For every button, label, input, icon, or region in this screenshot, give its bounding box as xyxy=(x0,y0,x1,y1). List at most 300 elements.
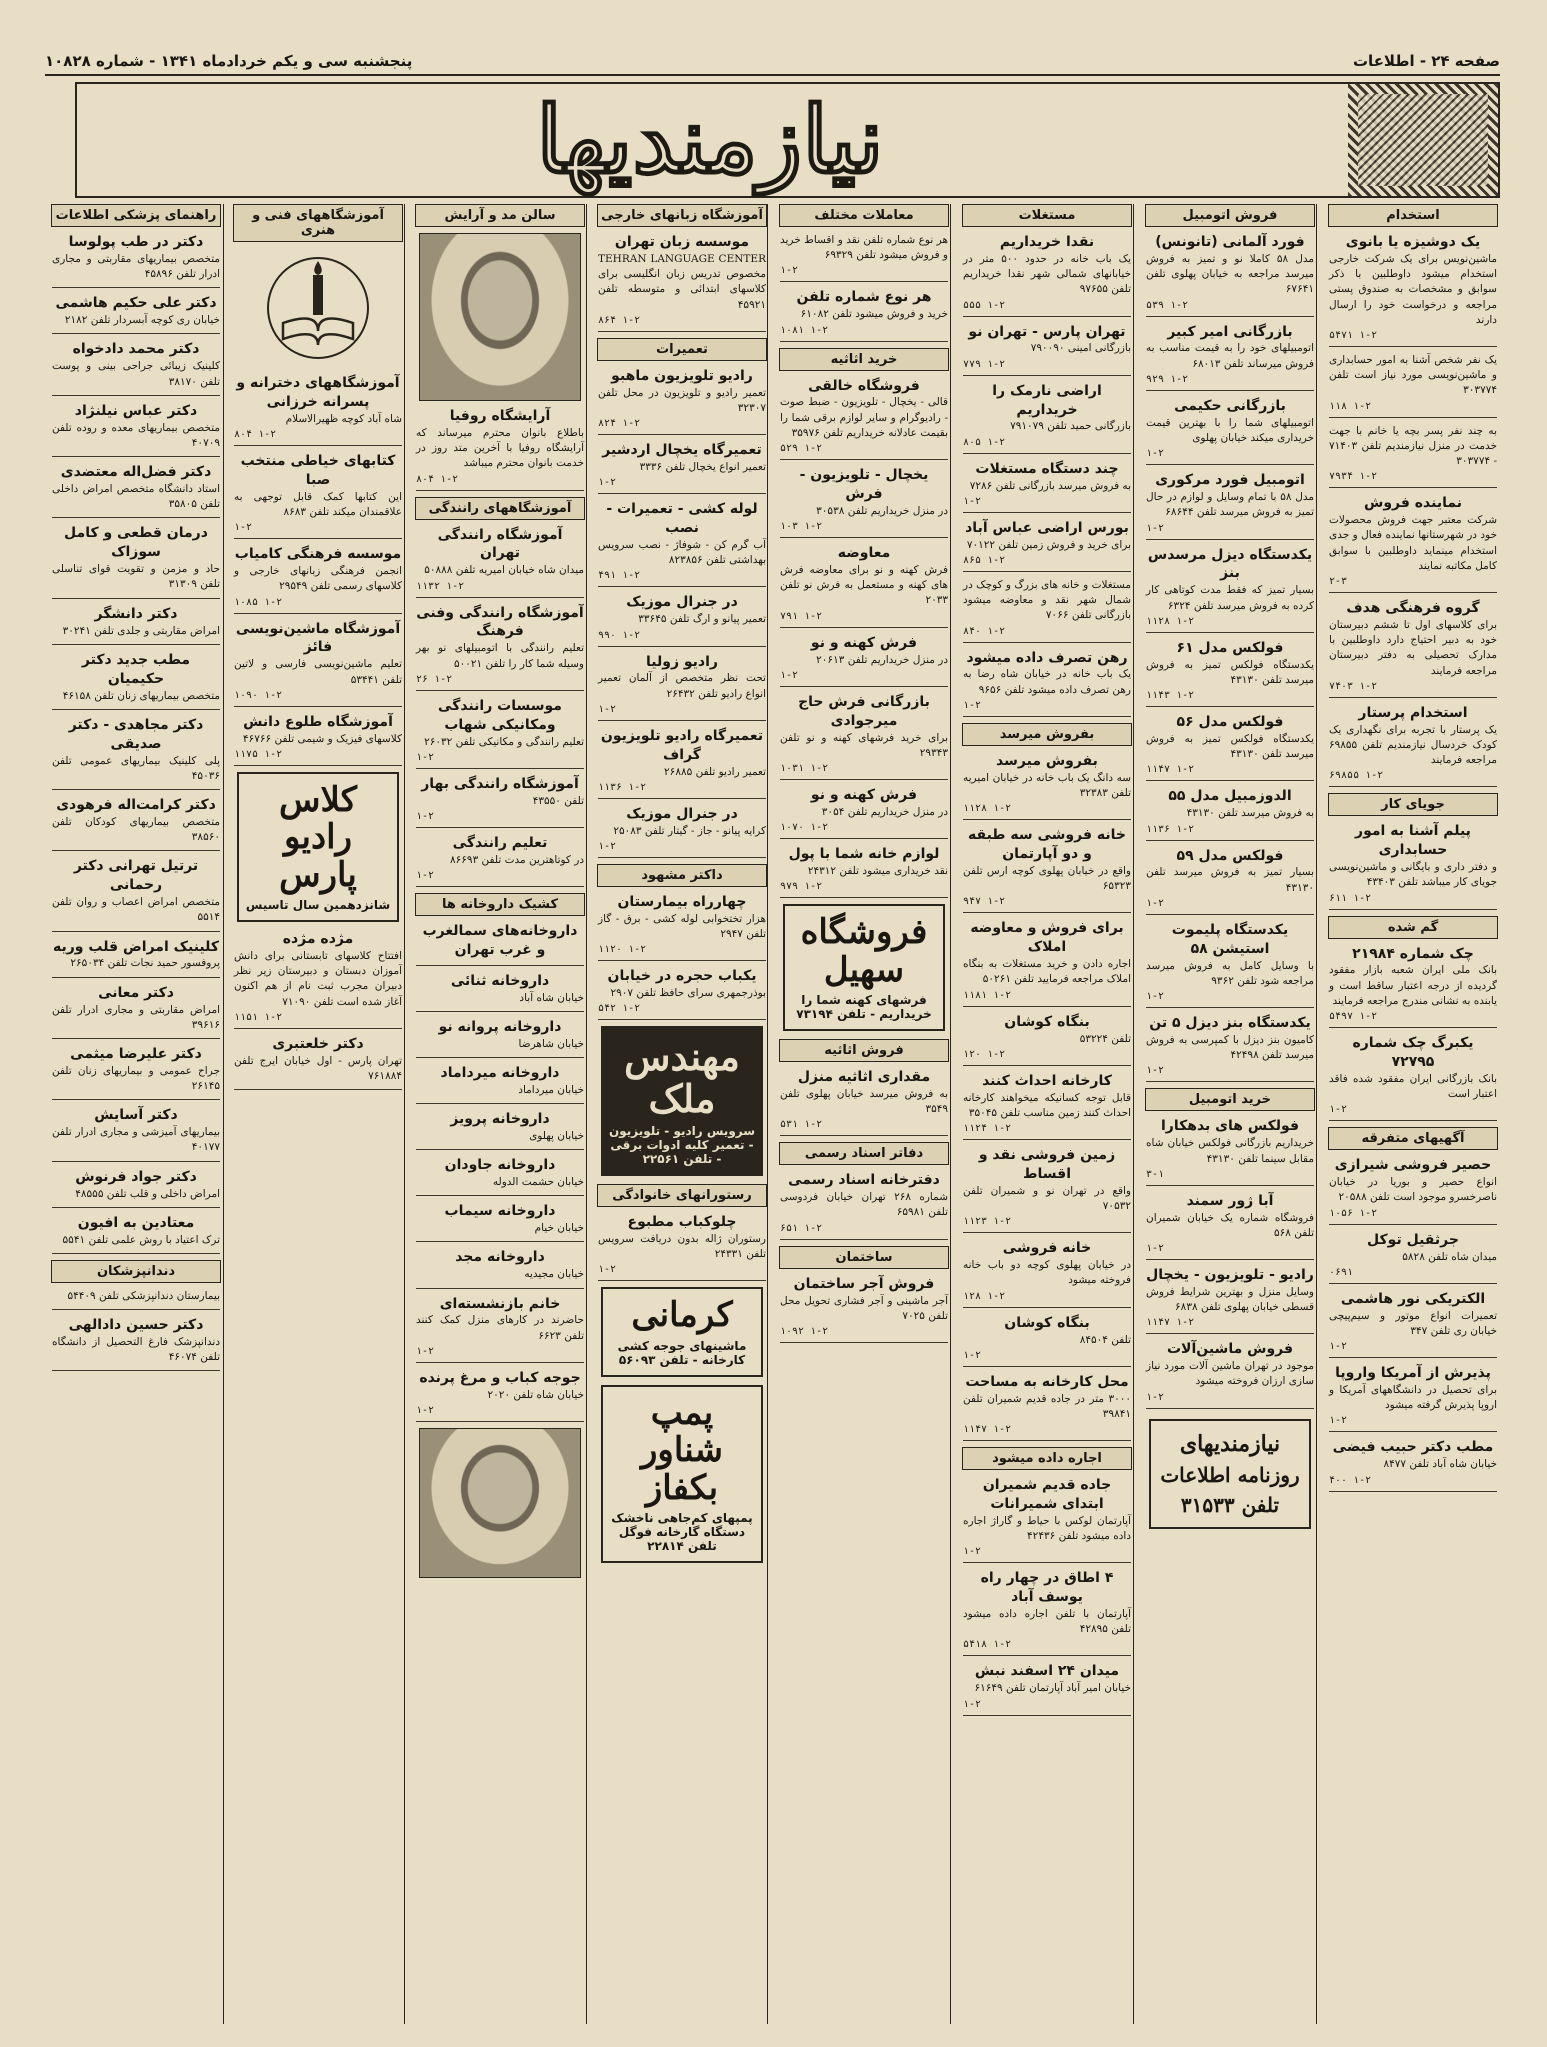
classified-ad xyxy=(780,1171,948,1239)
ad-code: ۱-۲ ۱۰۸۱ xyxy=(780,324,829,336)
ad-code: ۱-۲ ۴۹۱ xyxy=(598,570,641,582)
ad-body: خریداریم بازرگانی فولکس خیابان شاه مقابل سینما تلفن ۴۳۱۳۰ xyxy=(1146,1137,1314,1165)
classified-ad xyxy=(416,1018,584,1058)
ad-title: دکتر علی حکیم هاشمی xyxy=(55,295,217,312)
ad-title: آموزشگاههای دخترانه و پسرانه خرزانی xyxy=(236,375,400,410)
section-header: آگهیهای متفرقه xyxy=(1328,1127,1498,1150)
ad-title: رهن تصرف داده میشود xyxy=(966,649,1128,666)
ad-title: چهارراه بیمارستان xyxy=(617,893,747,910)
section-header: فروش اتومبیل xyxy=(1145,204,1315,227)
ad-body: یکدستگاه فولکس تمیز به فروش میرسد تلفن ۴۳۱۳۰ xyxy=(1146,658,1314,686)
classified-ad xyxy=(780,634,948,687)
ad-title: خانه فروشی xyxy=(1002,1240,1092,1257)
ad-title: فولکس مدل ۶۱ xyxy=(1176,639,1284,656)
ad-code: ۱-۲ xyxy=(963,1546,982,1558)
ad-body: فروشگاه شماره یک خیابان شمیران تلفن ۵۶۸ xyxy=(1146,1211,1314,1239)
ad-code: ۱-۲ xyxy=(1329,1341,1348,1353)
ad-title: داروخانه پرویز xyxy=(450,1111,550,1128)
classified-ad xyxy=(52,857,220,931)
ad-code: ۱-۲ ۵۳۱ xyxy=(780,1119,823,1131)
ad-code: ۱-۲ ۱۰۸۵ xyxy=(234,596,283,608)
classified-ad xyxy=(1329,424,1497,489)
display-ad xyxy=(601,1026,763,1176)
section-header: آموزشگاه زبانهای خارجی xyxy=(597,204,767,227)
classified-ad xyxy=(963,826,1131,913)
ad-title: بنگاه کوشان xyxy=(1004,1013,1090,1030)
ad-body: بانک ملی ایران شعبه بازار مفقود گردیده از درجه اعتبار ساقط است و یابنده به نشانی مندرج مراجعه فرمایند xyxy=(1329,964,1497,1007)
ad-code: ۱-۲ ۱۱۸۱ xyxy=(963,989,1012,1001)
ad-title: داروخانه پروانه نو xyxy=(438,1018,562,1035)
classified-ad xyxy=(52,1168,220,1208)
classified-ad xyxy=(963,1373,1131,1441)
ad-code: ۱-۲ ۱۱۲۸ xyxy=(963,803,1012,815)
ad-body: واقع در تهران نو و شمیران تلفن ۷۰۵۳۲ xyxy=(963,1184,1131,1213)
ad-code: ۱-۲ xyxy=(416,751,435,763)
section-header: فروش اثاثیه xyxy=(779,1039,949,1062)
ad-title: معاوضه xyxy=(837,545,891,562)
classified-ad xyxy=(52,524,220,598)
ad-body: حاد و مزمن و تقویت قوای تناسلی تلفن ۳۱۳۰۹ xyxy=(52,563,220,591)
classified-ad xyxy=(598,653,766,721)
ad-code: ۱-۲ xyxy=(1146,1391,1165,1403)
classified-ad xyxy=(1329,704,1497,788)
ad-title: کلینیک امراض قلب وریه xyxy=(53,938,219,955)
ad-code: ۱-۲ xyxy=(598,703,617,715)
ad-title: نقدا خریداریم xyxy=(999,234,1095,250)
classified-ad xyxy=(52,716,220,790)
ad-body: انواع حصیر و بوریا در خیابان ناصرخسرو موجود است تلفن ۲۰۵۸۸ xyxy=(1329,1176,1497,1204)
ad-code: ۱-۲ ۶۵۱ xyxy=(780,1222,823,1234)
ad-title: مژده مژده xyxy=(282,931,354,948)
classified-ad xyxy=(416,922,584,966)
ad-body: به چند نفر پسر بچه یا خانم با جهت خدمت در منزل نیازمندیم تلفن ۷۱۴۰۳ - ۳۰۳۷۷۴ xyxy=(1329,424,1497,468)
ad-body: افتتاح کلاسهای تابستانی برای دانش آموزان دبستان و دبیرستان زیر نظر دبیران مجرب ثبت نام از هم اکنون آغاز شده است تلفن ۷۱۰۹۰ xyxy=(234,949,402,1008)
display-ad-subline: شانزدهمین سال تاسیس xyxy=(245,898,391,913)
classified-ad xyxy=(234,930,402,1029)
ad-title: فرش کهنه و نو xyxy=(810,634,918,651)
ad-code: ۱-۲ xyxy=(234,522,253,534)
display-ad-headline: فروشگاه سهیل xyxy=(800,912,928,990)
ad-code: ۱-۲ ۸۴۰ xyxy=(963,625,1006,637)
ad-title: در جنرال موزیک xyxy=(626,805,738,822)
classified-ad xyxy=(963,1314,1131,1367)
ad-body: شماره ۲۶۸ تهران خیابان فردوسی تلفن ۶۵۹۸۱ xyxy=(780,1191,949,1219)
classified-ad xyxy=(52,1106,220,1161)
ad-body: در خیابان پهلوی کوچه دو باب خانه فروخته میشود xyxy=(963,1259,1131,1287)
ad-body: رستوران ژاله بدون دریافت سرویس تلفن ۲۴۳۳۱ xyxy=(598,1232,766,1261)
ad-code: ۱-۲ ۱۱۴۳ xyxy=(1146,690,1195,702)
ad-body: خیابان شاهرضا xyxy=(518,1037,584,1050)
section-header: کشیک داروخانه ها xyxy=(415,893,585,916)
ad-body: بازرگانی امینی ۷۹۰۰۹۰ xyxy=(1030,342,1131,355)
ad-body: اتومبیلهای شما را با بهترین قیمت خریداری میکند خیابان پهلوی xyxy=(1146,416,1314,444)
classified-ad xyxy=(52,233,220,288)
ad-title: مطب دکتر حبیب فیضی xyxy=(1332,1439,1494,1456)
ad-code: ۱-۲ ۸۰۵ xyxy=(963,436,1006,448)
ad-title: رادیو زولیا xyxy=(646,653,718,670)
ad-body: موجود در تهران ماشین آلات مورد نیاز سازی ارزان فروخته میشود xyxy=(1146,1360,1314,1388)
classified-ad xyxy=(780,377,948,461)
classified-ad xyxy=(1146,787,1314,840)
ad-title: ترتیل تهرانی دکتر رحمانی xyxy=(73,858,199,894)
ad-code: ۱-۲ ۱۱۵۱ xyxy=(234,1011,283,1023)
ad-title: تهران پارس - تهران نو xyxy=(968,323,1126,340)
classified-ad xyxy=(52,1316,220,1371)
classified-ad xyxy=(1329,1034,1497,1121)
ad-code: ۱-۲ ۷۴۰۳ xyxy=(1329,680,1378,692)
ad-title: دفترخانه اسناد رسمی xyxy=(788,1172,940,1189)
ad-title: آموزشگاه رانندگی بهار xyxy=(421,775,579,792)
classified-ad xyxy=(1146,1192,1314,1260)
ad-title: دکتر کرامت‌اله فرهودی xyxy=(56,796,216,813)
ad-title: دکتر دانشگر xyxy=(94,605,178,622)
classified-ad xyxy=(963,323,1131,376)
ad-body: تلفن ۸۴۵۰۴ xyxy=(1079,1333,1131,1346)
classified-ad xyxy=(963,1013,1131,1066)
classified-ad xyxy=(416,697,584,769)
ad-title: بورس اراضی عباس آباد xyxy=(965,519,1129,536)
ad-title: بفروش میرسد xyxy=(996,752,1098,769)
ad-code: ۱-۲ xyxy=(416,1404,435,1416)
ad-body: امراض مقاربتی و جلدی تلفن ۳۰۲۴۱ xyxy=(62,624,220,637)
ad-code: ۱-۲ ۵۴۲ xyxy=(598,1003,641,1015)
ad-title: آرایشگاه روفیا xyxy=(449,408,551,424)
section-header: تعمیرات xyxy=(597,338,767,361)
ad-title: داروخانه سیماب xyxy=(444,1203,556,1220)
ad-code: ۱-۲ ۸۶۴ xyxy=(598,314,641,326)
ad-title: محل کارخانه به مساحت xyxy=(965,1373,1129,1390)
ad-code: ۱-۲ xyxy=(1146,897,1165,909)
ad-body: هر نوع شماره تلفن نقد و اقساط خرید و فروش میشود تلفن ۶۹۳۲۹ xyxy=(780,234,948,262)
ad-body: با وسایل کامل به فروش میرسد مراجعه شود تلفن ۹۳۶۲ xyxy=(1146,959,1314,987)
ad-body: آجر ماشینی و آجر فشاری تحویل محل تلفن ۷۰۲۵ xyxy=(780,1294,948,1322)
display-ad xyxy=(783,904,945,1031)
banner-title: نیازمندیها xyxy=(536,86,884,194)
ad-title: لوله کشی - تعمیرات - نصب xyxy=(606,501,758,537)
classified-ad xyxy=(963,1476,1131,1563)
classified-ad xyxy=(52,1289,220,1310)
ad-code: ۱-۲ xyxy=(598,840,617,852)
ad-body: خیابان میرداماد xyxy=(518,1083,584,1096)
ad-title: یکباب حجره در خیابان xyxy=(607,968,757,985)
ad-body: جراح عمومی و بیماریهای زنان تلفن ۲۶۱۴۵ xyxy=(52,1064,220,1093)
ad-column xyxy=(595,204,769,2024)
classified-ad xyxy=(963,752,1131,820)
ad-code: ۱-۲ ۵۴۷۱ xyxy=(1329,329,1378,341)
ad-code: ۱-۲ xyxy=(1146,448,1165,460)
classified-ad xyxy=(52,651,220,710)
ad-title: ۴ اطاق در چهار راه یوسف آباد xyxy=(980,1570,1114,1606)
ad-title: کارخانه احداث کنند xyxy=(982,1072,1112,1089)
ad-body: یکدستگاه فولکس تمیز به فروش میرسد تلفن ۴۳۱۳۰ xyxy=(1146,732,1314,761)
classified-ad xyxy=(234,374,402,446)
ad-body: تعمیر رادیو تلفن ۲۶۸۸۵ xyxy=(664,765,766,778)
ad-code: ۱-۲ ۱۰۷۰ xyxy=(780,822,829,834)
ad-code: ۱-۲ ۵۵۵ xyxy=(963,299,1006,311)
ad-body: تعمیر رادیو و تلویزیون در محل تلفن ۳۲۳۰۷ xyxy=(598,386,766,414)
ad-code: ۱-۲ xyxy=(598,1264,617,1276)
ad-title: اراضی نارمک را خریداریم xyxy=(992,382,1102,418)
ad-code: ۱-۲ ۷۹۳۴ xyxy=(1329,471,1378,483)
ad-title: فروش ماشین‌آلات xyxy=(1166,1341,1294,1358)
classified-ad xyxy=(598,1213,766,1281)
ad-column xyxy=(777,204,951,2024)
ad-title: رادیو تلویزیون ماهبو xyxy=(611,367,753,384)
classified-ad xyxy=(234,713,402,766)
ad-body: استاد دانشگاه متخصص امراض داخلی تلفن ۳۵۸۰۵ xyxy=(52,482,220,511)
ad-code: ۱-۲ ۱۲۰ xyxy=(963,1048,1006,1060)
ad-code: ۱-۲ ۶۱۱ xyxy=(1329,892,1372,904)
classified-ad xyxy=(1146,471,1314,539)
classified-ad xyxy=(416,834,584,887)
classified-ad xyxy=(1146,847,1314,915)
ad-code: ۱-۲ xyxy=(963,1698,982,1710)
classified-ad xyxy=(1329,822,1497,909)
header-rule xyxy=(45,74,1500,76)
ad-body: برای خرید فرشهای کهنه و نو تلفن ۲۹۳۴۳ xyxy=(780,731,948,759)
ad-code: ۱-۲ xyxy=(416,810,435,822)
ad-body: کلینیک زیبائی جراحی بینی و پوست تلفن ۳۸۱۷۰ xyxy=(52,360,220,388)
ad-body: به فروش میرسد تلفن ۴۳۱۳۰ xyxy=(1186,807,1314,820)
ad-body: خرید و فروش میشود تلفن ۶۱۰۸۲ xyxy=(800,308,948,321)
classified-ad xyxy=(1146,639,1314,707)
ad-title: خانه فروشی سه طبقه و دو آپارتمان xyxy=(968,827,1126,863)
section-header: دفاتر اسناد رسمی xyxy=(779,1142,949,1165)
ad-body: خیابان ری کوچه آبسردار تلفن ۲۱۸۲ xyxy=(64,314,220,327)
ad-body: کامیون بنز دیزل با کمپرسی به فروش میرسد تلفن ۴۲۴۹۸ xyxy=(1146,1033,1314,1062)
classified-ad xyxy=(416,604,584,691)
ad-body: در کوتاهترین مدت تلفن ۸۶۶۹۳ xyxy=(450,853,584,866)
ad-body: برای تحصیل در دانشگاههای آمریکا و اروپا پذیرش گرفته میشود xyxy=(1329,1384,1497,1412)
ad-body: پلی کلینیک بیماریهای عمومی تلفن ۴۵۰۳۶ xyxy=(52,754,220,782)
ad-code: ۱-۲ xyxy=(1146,1243,1165,1255)
ad-code: ۱-۲ xyxy=(1146,1065,1165,1077)
ad-body: تلفن ۴۳۵۵۰ xyxy=(532,794,584,807)
ad-title: موسسات رانندگی ومکانیکی شهاب xyxy=(438,697,562,733)
ad-title: دکتر علیرضا میثمی xyxy=(70,1045,202,1062)
section-header: گم شده xyxy=(1328,916,1498,939)
section-header: خرید اتومبیل xyxy=(1145,1088,1315,1111)
classified-ad xyxy=(1329,1364,1497,1432)
classified-ad xyxy=(780,466,948,538)
ad-title: یکدستگاه بنز دیزل ۵ تن xyxy=(1149,1015,1311,1032)
classified-ad xyxy=(780,845,948,898)
classified-ad xyxy=(1146,233,1314,317)
ad-title: بازرگانی فرش حاج میرجوادی xyxy=(798,693,930,729)
classified-ad xyxy=(780,544,948,628)
ad-columns xyxy=(45,204,1500,2024)
ad-code: ۱-۲ ۹۷۹ xyxy=(780,881,823,893)
ad-body: تحت نظر متخصص از آلمان تعمیر انواع رادیو تلفن ۲۶۴۳۲ xyxy=(598,672,766,700)
ad-body: مدل ۵۸ کاملا نو و تمیز به فروش میرسد مراجعه به خیابان پهلوی تلفن ۶۷۶۴۱ xyxy=(1146,252,1314,296)
classified-ad xyxy=(780,233,948,282)
ad-code: ۱-۲ xyxy=(963,699,982,711)
display-ad-subline: سرویس رادیو - تلویزیون - تعمیر کلیه ادوات برقی - تلفن ۲۲۵۶۱ xyxy=(608,1124,756,1166)
ad-code: ۱-۲ ۱۰۹۰ xyxy=(234,689,283,701)
section-header: سالن مد و آرایش xyxy=(415,204,585,227)
classified-ad xyxy=(963,1146,1131,1233)
ad-code: ۱-۲ ۵۲۹ xyxy=(780,443,823,455)
ad-body: در منزل خریداریم تلفن ۳۰۵۴ xyxy=(821,805,948,818)
classified-ad xyxy=(234,545,402,613)
ad-code: ۱-۲ xyxy=(1146,991,1165,1003)
ad-body: تعمیر پیانو و ارگ تلفن ۳۳۶۴۵ xyxy=(638,613,766,626)
ad-title: درمان قطعی و کامل سوزاک xyxy=(64,525,208,561)
ad-body: حاضرند در کارهای منزل کمک کنند تلفن ۶۶۲۳ xyxy=(416,1314,584,1342)
ad-code: ۱-۲ ۷۷۹ xyxy=(963,358,1006,370)
display-ad xyxy=(237,772,399,922)
ad-code: ۱-۲ ۱۰۹۲ xyxy=(780,1325,829,1337)
ad-body: تهران پارس - اول خیابان ایرج تلفن ۷۶۱۸۸۴ xyxy=(234,1054,402,1082)
ad-title: نماینده فروش xyxy=(1364,495,1462,512)
ad-title: بازرگانی حکیمی xyxy=(1174,397,1286,414)
classified-ad xyxy=(416,1295,584,1363)
ad-title: یکدستگاه دیزل مرسدس بنز xyxy=(1147,546,1313,582)
ad-body: آپارتمان با تلفن اجاره داده میشود تلفن ۴۲۸۹۵ xyxy=(963,1608,1131,1636)
ad-code: ۱-۲ ۱۱۴۷ xyxy=(1146,764,1195,776)
section-header: داکتر مشهود xyxy=(597,864,767,887)
ad-body: یک باب خانه در حدود ۵۰۰ متر در خیابانهای شمالی شهر نقدا خریداریم تلفن ۹۷۶۵۵ xyxy=(963,252,1131,296)
book-candle-emblem xyxy=(251,248,385,368)
classified-ad xyxy=(416,407,584,491)
ad-body: امراض مقاربتی و مجاری ادرار تلفن ۳۹۶۱۶ xyxy=(52,1003,220,1031)
ad-body: خیابان حشمت الدوله xyxy=(492,1176,584,1189)
ad-title: داروخانه مجد xyxy=(455,1249,545,1266)
ad-title: دکتر در طب پولوسا xyxy=(68,234,204,250)
ad-body: تلفن ۵۳۲۲۴ xyxy=(1079,1032,1131,1045)
classified-ad xyxy=(52,340,220,395)
ad-body: این کتابها کمک قابل توجهی به علاقمندان میکند تلفن ۸۶۸۳ xyxy=(234,490,402,518)
classified-ad xyxy=(963,1072,1131,1140)
classified-ad xyxy=(52,294,220,334)
ad-code: ۱-۲ ۵۴۹۷ xyxy=(1329,1011,1378,1023)
classified-ad xyxy=(1329,599,1497,698)
classified-ad xyxy=(1146,1117,1314,1185)
ad-body: در منزل خریداریم تلفن ۲۰۶۱۳ xyxy=(816,653,948,666)
ad-body: یک پرستار با تجربه برای نگهداری یک کودک خردسال نیازمندیم تلفن ۶۹۸۵۵ مراجعه فرمایند xyxy=(1329,723,1497,767)
ad-code: ۱-۲ ۶۹۸۵۵ xyxy=(1329,770,1384,782)
ad-body: برای کلاسهای اول تا ششم دبیرستان خود به دبیر احتیاج دارد داوطلبین با مدارک تحصیلی به دفتر دبیرستان مراجعه فرمایند xyxy=(1329,618,1497,677)
classified-ad xyxy=(1146,323,1314,391)
ad-title: فروش آجر ساختمان xyxy=(793,1275,935,1292)
classified-ad xyxy=(598,441,766,494)
classified-ad xyxy=(963,1239,1131,1307)
classified-ad xyxy=(598,893,766,961)
classified-ad xyxy=(1146,1014,1314,1082)
ad-column xyxy=(231,204,405,2024)
box-phone: تلفن ۳۱۵۳۳ xyxy=(1180,1492,1280,1517)
ad-title: آموزشگاه ماشین‌نویسی فائز xyxy=(235,620,401,656)
display-ad-headline: کرمانی xyxy=(631,1295,733,1336)
ad-body: بیماریهای آمیزشی و مجاری ادرار تلفن ۴۰۱۷۷ xyxy=(52,1126,220,1154)
classified-ad xyxy=(598,367,766,435)
ad-title: آموزشگاه طلوع دانش xyxy=(243,713,393,730)
page-label: صفحه ۲۴ - اطلاعات xyxy=(1352,52,1500,70)
ad-title: دکتر محمد دادخواه xyxy=(72,341,200,358)
section-header: ساختمان xyxy=(779,1246,949,1269)
ad-title: کتابهای خیاطی منتخب صبا xyxy=(240,453,396,488)
ad-title: حصیر فروشی شیرازی xyxy=(1334,1157,1492,1174)
ad-title: آبا ژور سمند xyxy=(1186,1192,1274,1209)
classified-ad xyxy=(780,693,948,780)
classified-ad xyxy=(1146,1266,1314,1334)
issue-date: پنجشنبه سی و یکم خردادماه ۱۳۴۱ - شماره ۱۰۸۲۸ xyxy=(45,52,413,70)
ad-title: دکتر خلعتبری xyxy=(272,1035,364,1052)
ad-body: ماشین‌نویس برای یک شرکت خارجی استخدام میشود داوطلبین با ذکر سوابق و مشخصات به صندوق پستی مراجعه و درخواست خود را ارسال دارند xyxy=(1329,252,1497,326)
ad-body: میدان شاه تلفن ۵۸۲۸ xyxy=(1402,1250,1497,1263)
classified-ad xyxy=(598,967,766,1020)
ad-code: ۱-۲ xyxy=(963,495,982,507)
ad-body: متخصص بیماریهای معده و روده تلفن ۴۰۷۰۹ xyxy=(52,421,220,449)
ad-body: خیابان شاه تلفن ۲۰۲۰ xyxy=(487,1388,584,1401)
ad-title: تعلیم رانندگی xyxy=(452,834,548,851)
classified-ad xyxy=(1146,1340,1314,1408)
portrait-photo xyxy=(419,233,581,401)
ad-code: ۱-۲ ۱۰۳ xyxy=(780,521,823,533)
ad-code: ۱-۲ ۹۴۷ xyxy=(963,896,1006,908)
ad-code: ۱-۲ ۸۰۴ xyxy=(416,473,459,485)
ad-body: خیابان پهلوی xyxy=(529,1129,584,1142)
classifieds-contact-box xyxy=(1149,1419,1311,1529)
classified-ad xyxy=(1146,397,1314,465)
ad-code: ۱-۲ xyxy=(780,265,799,277)
classified-ad xyxy=(52,1045,220,1100)
ad-title: بنگاه کوشان xyxy=(1004,1314,1090,1331)
ad-body: در منزل خریداریم تلفن ۳۰۵۳۸ xyxy=(816,504,948,517)
classified-ad xyxy=(1329,1290,1497,1358)
ad-code: ۱-۲ ۱۱۴۷ xyxy=(963,1424,1012,1436)
classified-ad xyxy=(963,919,1131,1006)
box-line: نیازمندیهای xyxy=(1179,1430,1281,1457)
ad-body: به فروش میرسد بازرگانی تلفن ۷۲۸۶ xyxy=(969,479,1131,492)
classified-ad xyxy=(1329,353,1497,418)
ad-body: و دفتر داری و بایگانی و ماشین‌نویسی جویای کار میباشد تلفن ۴۳۴۰۳ xyxy=(1329,861,1497,889)
ad-code: ۱-۲ ۸۰۴ xyxy=(234,429,277,440)
ad-body: خیابان شاه آباد xyxy=(519,991,584,1004)
section-header: جویای کار xyxy=(1328,793,1498,816)
ad-body: خیابان مجیدیه xyxy=(524,1268,584,1281)
ad-body: قالی - یخچال - تلویزیون - ضبط صوت - رادیوگرام و سایر لوازم برقی شما را بقیمت عادلانه خریداریم تلفن ۳۵۹۷۶ xyxy=(780,396,948,439)
ad-title: چلوکباب مطبوع xyxy=(627,1214,737,1230)
classified-ad xyxy=(52,938,220,978)
ad-body: هزار تختخوابی لوله کشی - برق - گاز تلفن ۲۹۴۷ xyxy=(598,912,766,941)
ad-column xyxy=(413,204,587,2024)
ad-code: ۱-۲ ۵۴۱۸ xyxy=(963,1639,1012,1651)
ad-code: ۱-۲ ۱۱۴۷ xyxy=(1146,1317,1195,1329)
display-ad-subline: فرشهای کهنه شما را خریداریم - تلفن ۷۳۱۹۴ xyxy=(796,992,932,1021)
ad-body: تعلیم رانندگی با اتومبیلهای نو بهر وسیله شما کار را تلفن ۵۰۰۲۱ xyxy=(416,642,584,670)
ad-body: آب گرم کن - شوفاژ - نصب سرویس بهداشتی تلفن ۸۲۳۸۵۶ xyxy=(598,538,766,567)
classified-ad xyxy=(1329,233,1497,347)
classified-ad xyxy=(52,402,220,457)
classified-ad xyxy=(963,1662,1131,1715)
ad-body: ترک اعتیاد با روش علمی تلفن ۵۵۴۱ xyxy=(62,1233,220,1246)
ad-title: معتادین به افیون xyxy=(77,1214,195,1231)
ad-title: پذیرش از آمریکا واروپا xyxy=(1335,1365,1491,1382)
classified-ad xyxy=(963,1569,1131,1656)
ad-body: ۳۰۰۰ متر در جاده قدیم شمیران تلفن ۳۹۸۴۱ xyxy=(963,1392,1131,1420)
ad-title: یکدستگاه پلیموت استیشن ۵۸ xyxy=(1171,921,1289,957)
ad-code: ۱-۲ ۱۰۵۶ xyxy=(1329,1207,1378,1219)
ad-column xyxy=(960,204,1134,2024)
ad-title: تعمیرگاه رادیو تلویزیون گراف xyxy=(600,727,764,763)
ad-code: ۱-۲ ۱۱۳۲ xyxy=(416,580,465,592)
ad-title: الکتریکی نور هاشمی xyxy=(1340,1290,1486,1307)
ad-title: آموزشگاه رانندگی تهران xyxy=(437,526,563,562)
classified-ad xyxy=(416,1110,584,1150)
ad-body: پروفسور حمید نجات تلفن ۲۶۵۰۳۴ xyxy=(70,957,220,970)
section-header: راهنمای پزشکی اطلاعات xyxy=(51,204,221,227)
